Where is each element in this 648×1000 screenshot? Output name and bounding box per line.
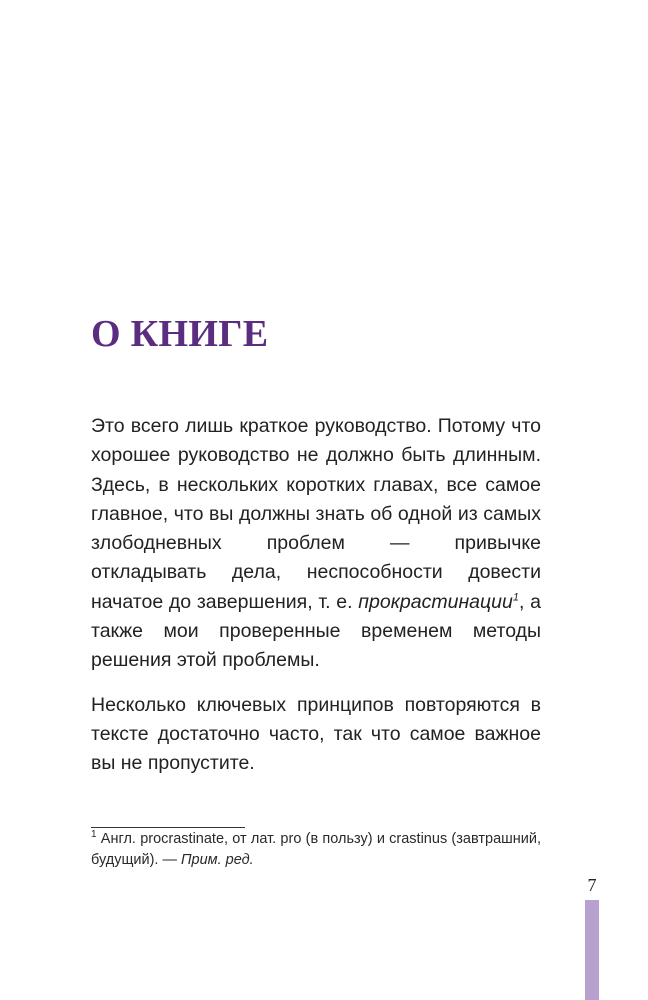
page-number: 7 [587,875,597,895]
footnote [91,829,541,871]
paragraph-intro [91,412,541,676]
paragraph-principles: Несколько ключевых принципов повторяются в тексте достаточно часто, так что самое важное вы не пропустите. [91,693,541,775]
footnote-reference[interactable]: 1 [512,591,519,604]
footnote-editor-note: Прим. ред. [181,852,254,868]
paragraph-intro-lead: Это всего лишь краткое руководство. Потому что хорошее руководство не должно быть длинным. Здесь, в нескольких коротких главах, все самое главное, что вы должны знать об одной из самых злободневных проблем — привычке откладывать дела, неспособности довести начатое до завершения, т. е. [91,415,541,613]
footnote-divider [91,827,245,828]
term-procrastination: прокрастинации [358,590,513,613]
chapter-heading: О КНИГЕ [91,313,269,355]
paragraph-intro-tail: , а также мои проверенные временем методы решения этой проблемы. [91,590,542,672]
body-text [91,412,541,794]
footnote-text: Англ. procrastinate, от лат. pro (в пользу) и crastinus (завтрашний, будущий). — [91,831,541,868]
footnote-mark: 1 [91,829,97,841]
page-edge-marker [585,900,599,1000]
